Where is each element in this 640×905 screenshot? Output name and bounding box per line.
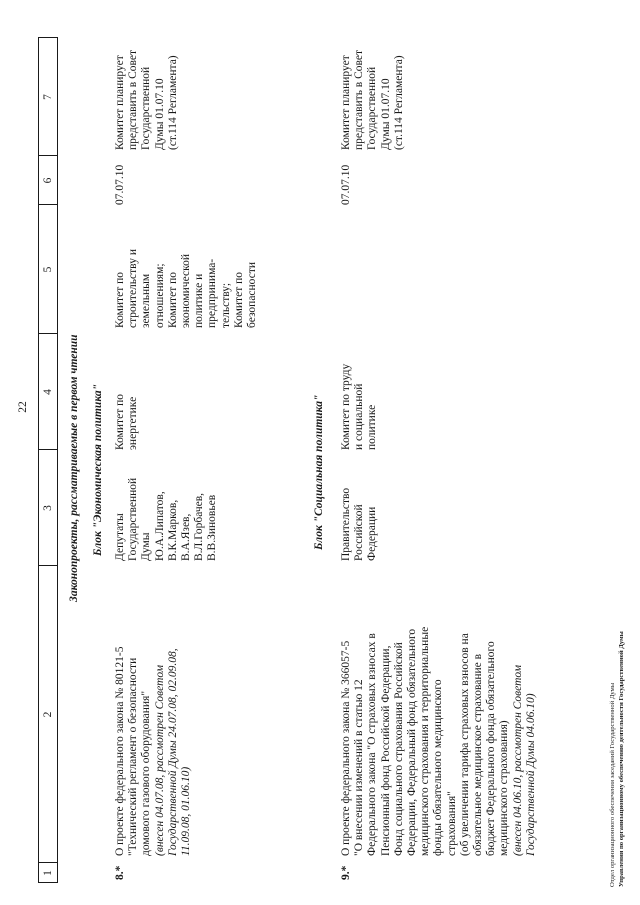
responsible-committee: Комитет по энергетике	[114, 394, 140, 450]
column-number: 1	[42, 870, 54, 876]
column-number: 7	[42, 94, 54, 100]
column-number: 2	[42, 711, 54, 718]
column-number: 3	[42, 505, 54, 511]
row-number: 8.*	[114, 865, 126, 880]
co-executors: Комитет по строительству и земельным отношениям; Комитет по экономической политике и предпринима- тельству; Комитет по безопасности	[114, 249, 259, 328]
page-footer: Отдел организационного обеспечения заседаний Государственной Думы Управления по организационному обеспечению деятельности Государственной Думы	[609, 631, 625, 887]
column-number: 6	[42, 177, 54, 184]
page-number: 22	[17, 401, 29, 413]
initiator: Правительство Российской Федерации	[340, 487, 379, 561]
note: Комитет планирует представить в Совет Государственной Думы 01.07.10 (ст.114 Регламента)	[114, 49, 179, 150]
block-title: Блок "Социальная политика"	[313, 394, 325, 550]
column-number: 5	[42, 266, 54, 273]
header-top-rule	[38, 37, 39, 883]
bill-description: О проекте федерального закона № 80121-5 "Технический регламент о безопасности домового газового оборудования" (внесен 04.07.08, рассмотрен Советом Государственной Думы 24.07.08, 02.09.08, 11.09.08, 01.06.10)	[114, 646, 193, 856]
header-bottom-rule	[57, 37, 58, 883]
block-title: Блок "Экономическая политика"	[92, 383, 104, 556]
bill-description: О проекте федерального закона № 366057-5 "О внесении изменений в статью 12 Федерального закона "О страховых взносах в Пенсионный фонд Российской Федерации, Фонд социального страхования Российской Федерации, Федеральный фонд обязательного медицинского страхования и территориальные фонды обязательного медицинского страхования" (об увеличении тарифа страховых взносов на обязательное медицинское страхование в бюджет Федерального фонда обязательного медицинского страхования) (внесен 04.06.10, рассмотрен Советом Государственной Думы 04.06.10)	[340, 626, 537, 856]
column-number: 4	[42, 389, 54, 395]
note: Комитет планирует представить в Совет Государственной Думы 01.07.10 (ст.114 Регламента)	[340, 49, 405, 150]
row-number: 9.*	[340, 865, 352, 880]
section-heading: Законопроекты, рассматриваемые в первом чтении	[68, 334, 80, 602]
review-date: 07.07.10	[340, 164, 352, 205]
review-date: 07.07.10	[114, 164, 126, 205]
initiator: Депутаты Государственной Думы Ю.А.Липатов, В.К.Марков, В.А.Язев, В.Л.Горбачев, В.В.Зиновьев	[114, 477, 219, 561]
responsible-committee: Комитет по труду и социальной политике	[340, 363, 379, 450]
